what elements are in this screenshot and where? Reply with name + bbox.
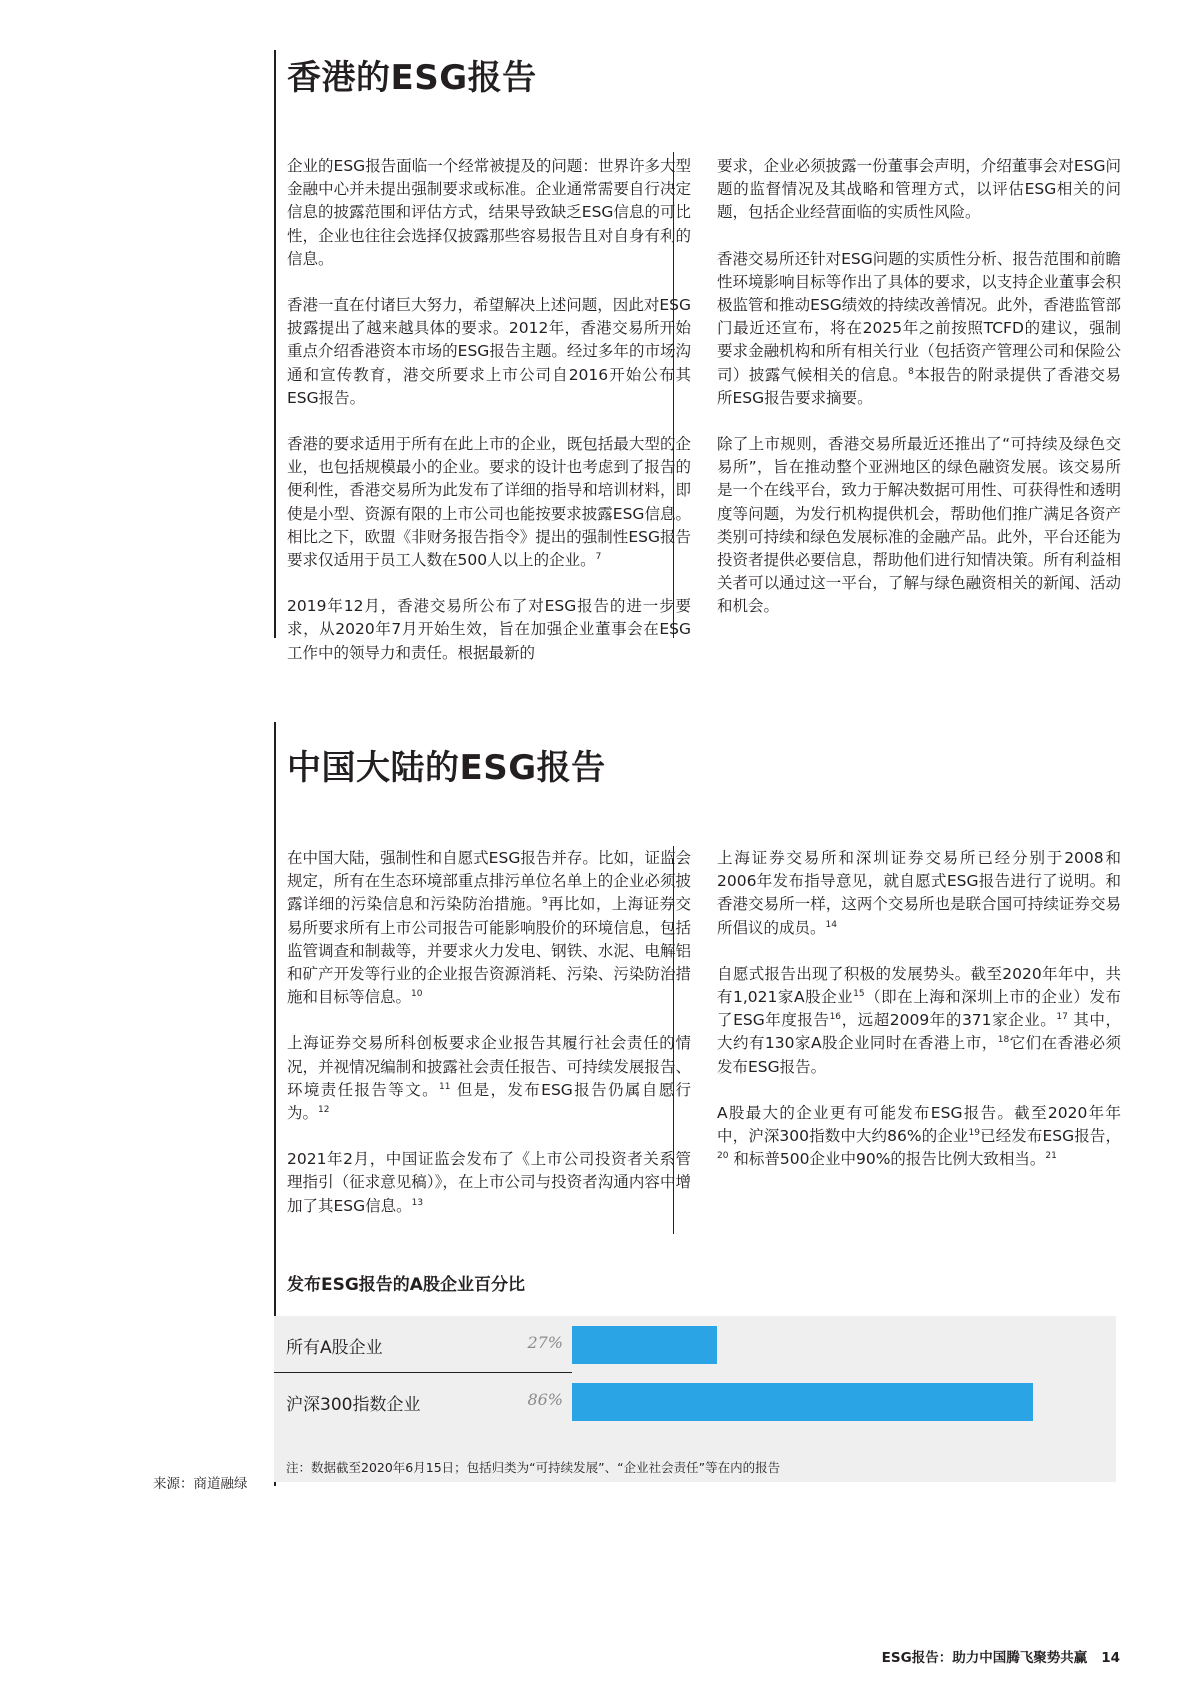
- page-number: 14: [1101, 1650, 1120, 1666]
- cn-left-para-2: 上海证券交易所科创板要求企业报告其履行社会责任的情况，并视情况编制和披露社会责任报告、可持续发展报告、环境责任报告等文。$^{11}$ 但是，发布ESG报告仍属自愿行为。$^{12}$: [287, 1034, 691, 1123]
- hk-right-para-2: 香港交易所还针对ESG问题的实质性分析、报告范围和前瞻性环境影响目标等作出了具体的要求，以支持企业董事会积极监管和推动ESG绩效的持续改善情况。此外，香港监管部门最近还宣布，将在2025年之前按照TCFD的建议，强制要求金融机构和所有相关行业（包括资产管理公司和保险公司）披露气候相关的信息。$^8$本报告的附录提供了香港交易所ESG报告要求摘要。: [717, 249, 1121, 407]
- footer-title: ESG报告：助力中国腾飞聚势共赢: [881, 1650, 1088, 1666]
- footnote-ref-7: 7: [595, 551, 602, 562]
- cn-left-column: [287, 847, 691, 1218]
- bar-value-label-0: 27%: [527, 1333, 563, 1352]
- hk-title-rule: [274, 50, 276, 638]
- chart-title: 发布ESG报告的A股企业百分比: [287, 1275, 525, 1295]
- bar-1: [572, 1383, 1033, 1421]
- chart-note: 注：数据截至2020年6月15日；包括归类为“可持续发展”、“企业社会责任”等在内的报告: [286, 1460, 781, 1475]
- hk-left-para-2: 香港一直在付诸巨大努力，希望解决上述问题，因此对ESG披露提出了越来越具体的要求。2012年，香港交易所开始重点介绍香港资本市场的ESG报告主题。经过多年的市场沟通和宣传教育，港交所要求上市公司自2016开始公布其ESG报告。: [287, 296, 691, 407]
- bar-0: [572, 1326, 717, 1364]
- page-footer: [882, 1646, 1120, 1666]
- cn-left-para-1: 在中国大陆，强制性和自愿式ESG报告并存。比如，证监会规定，所有在生态环境部重点排污单位名单上的企业必须披露详细的污染信息和污染防治措施。$^9$再比如，上海证券交易所要求所有上市公司报告可能影响股价的环境信息，包括监管调查和制裁等，并要求火力发电、钢铁、水泥、电解铝和矿产开发等行业的企业报告资源消耗、污染、污染防治措施和目标等信息。$^{10}$: [287, 849, 691, 1007]
- cn-section-title: 中国大陆的ESG报告: [287, 748, 606, 788]
- bar-label-0: 所有A股企业: [286, 1338, 383, 1358]
- bar-value-label-1: 86%: [527, 1390, 563, 1409]
- hk-right-para-1: 要求，企业必须披露一份董事会声明，介绍董事会对ESG问题的监督情况及其战略和管理方式，以评估ESG相关的问题，包括企业经营面临的实质性风险。: [717, 157, 1121, 222]
- chart-row-csi300: [274, 1373, 1116, 1429]
- footnote-ref-8: 8: [908, 366, 914, 377]
- hk-left-para-4: 2019年12月，香港交易所公布了对ESG报告的进一步要求，从2020年7月开始生效，旨在加强企业董事会在ESG工作中的领导力和责任。根据最新的: [287, 597, 691, 662]
- hk-left-para-1: 企业的ESG报告面临一个经常被提及的问题：世界许多大型金融中心并未提出强制要求或标准。企业通常需要自行决定信息的披露范围和评估方式，结果导致缺乏ESG信息的可比性，企业也往往会选择仅披露那些容易报告且对自身有利的信息。: [287, 157, 691, 268]
- bar-chart: [274, 1316, 1116, 1482]
- chart-row-all-a-shares: [274, 1316, 1116, 1372]
- bar-label-1: 沪深300指数企业: [286, 1395, 421, 1415]
- cn-right-para-1: 上海证券交易所和深圳证券交易所已经分别于2008和2006年发布指导意见，就自愿式ESG报告进行了说明。和香港交易所一样，这两个交易所也是联合国可持续证券交易所倡议的成员。$^{14}$: [717, 849, 1121, 937]
- hk-right-para-3: 除了上市规则，香港交易所最近还推出了“可持续及绿色交易所”，旨在推动整个亚洲地区的绿色融资发展。该交易所是一个在线平台，致力于解决数据可用性、可获得性和透明度等问题，为发行机构提供机会，帮助他们推广满足各资产类别可持续和绿色发展标准的金融产品。此外，平台还能为投资者提供必要信息，帮助他们进行知情决策。所有利益相关者可以通过这一平台，了解与绿色融资相关的新闻、活动和机会。: [717, 435, 1121, 616]
- cn-right-para-2: 自愿式报告出现了积极的发展势头。截至2020年年中，共有1,021家A股企业$^{15}$（即在上海和深圳上市的企业）发布了ESG年度报告$^{16}$，远超2009年的371家企业。$^{17}$ 其中，大约有130家A股企业同时在香港上市，$^{18}$它们在香港必须发布ESG报告。: [717, 964, 1121, 1076]
- cn-left-para-3: 2021年2月，中国证监会发布了《上市公司投资者关系管理指引（征求意见稿）》，在上市公司与投资者沟通内容中增加了其ESG信息。$^{13}$: [287, 1150, 691, 1215]
- hk-right-column: [717, 155, 1121, 619]
- cn-right-column: [717, 847, 1121, 1171]
- hk-section-title: 香港的ESG报告: [287, 58, 537, 98]
- source-note: 来源：商道融绿: [153, 1476, 248, 1492]
- hk-left-column: [287, 155, 691, 665]
- cn-right-para-3: A股最大的企业更有可能发布ESG报告。截至2020年年中，沪深300指数中大约86%的企业$^{19}$已经发布ESG报告，$^{20}$ 和标普500企业中90%的报告比例大致相当。$^{21}$: [717, 1103, 1121, 1169]
- hk-left-para-3: 香港的要求适用于所有在此上市的企业，既包括最大型的企业，也包括规模最小的企业。要求的设计也考虑到了报告的便利性，香港交易所为此发布了详细的指导和培训材料，即使是小型、资源有限的上市公司也能按要求披露ESG信息。相比之下，欧盟《非财务报告指令》提出的强制性ESG报告要求仅适用于员工人数在500人以上的企业。$^7$: [287, 435, 691, 570]
